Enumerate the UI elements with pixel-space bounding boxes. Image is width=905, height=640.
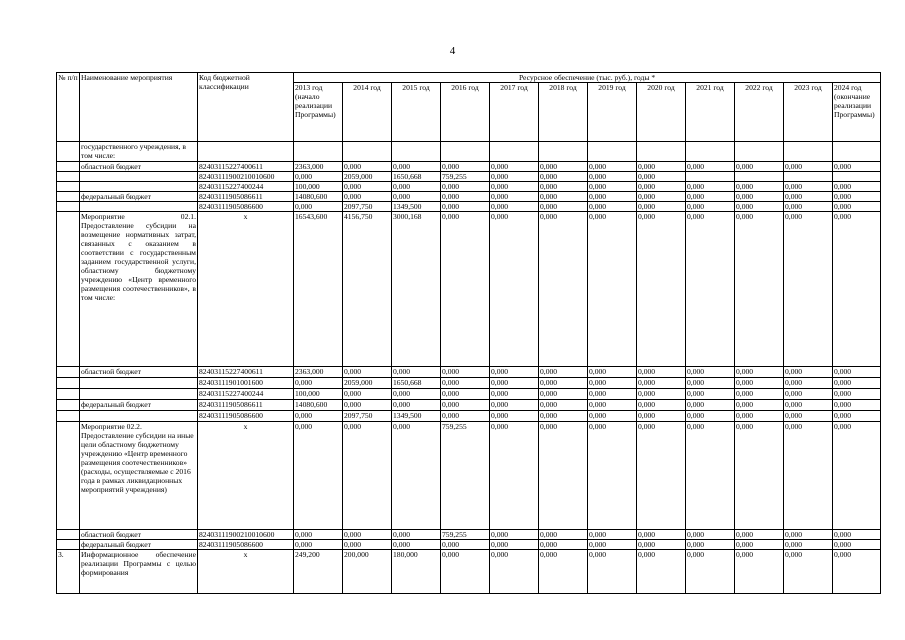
table-row <box>57 400 881 411</box>
budget-code-cell <box>198 142 294 162</box>
amount-cell: 0,000 <box>490 378 539 389</box>
amount-cell: 0,000 <box>686 378 735 389</box>
amount-cell: 0,000 <box>833 212 881 367</box>
measure-name-cell: областной бюджет <box>80 162 198 172</box>
row-number-cell <box>57 400 80 411</box>
amount-cell: 0,000 <box>637 162 686 172</box>
amount-cell: 0,000 <box>784 400 833 411</box>
amount-cell: 0,000 <box>735 389 784 400</box>
amount-cell: 0,000 <box>539 389 588 400</box>
table-row <box>57 389 881 400</box>
amount-cell: 0,000 <box>833 202 881 212</box>
amount-cell: 0,000 <box>490 367 539 378</box>
header-name: Наименование мероприятия <box>80 73 198 142</box>
row-number-cell <box>57 530 80 540</box>
amount-cell: 0,000 <box>637 202 686 212</box>
amount-cell: 0,000 <box>588 172 637 182</box>
amount-cell: 0,000 <box>735 202 784 212</box>
amount-cell <box>490 142 539 162</box>
budget-code-cell: 82403111905086600 <box>198 411 294 422</box>
amount-cell: 1349,500 <box>392 411 441 422</box>
amount-cell: 0,000 <box>686 202 735 212</box>
amount-cell: 0,000 <box>490 389 539 400</box>
header-year: 2018 год <box>539 83 588 142</box>
amount-cell: 0,000 <box>490 212 539 367</box>
amount-cell: 0,000 <box>686 540 735 550</box>
table-row <box>57 540 881 550</box>
amount-cell: 0,000 <box>490 400 539 411</box>
amount-cell: 0,000 <box>588 182 637 192</box>
amount-cell: 0,000 <box>392 530 441 540</box>
amount-cell: 2363,000 <box>294 367 343 378</box>
measure-name-cell <box>80 202 198 212</box>
amount-cell <box>833 142 881 162</box>
amount-cell: 0,000 <box>784 550 833 594</box>
amount-cell: 0,000 <box>343 367 392 378</box>
table-row <box>57 172 881 182</box>
amount-cell: 0,000 <box>686 422 735 530</box>
amount-cell: 0,000 <box>539 422 588 530</box>
row-number-cell <box>57 422 80 530</box>
amount-cell: 0,000 <box>637 367 686 378</box>
amount-cell: 0,000 <box>441 162 490 172</box>
amount-cell: 0,000 <box>539 540 588 550</box>
amount-cell: 2059,000 <box>343 172 392 182</box>
amount-cell: 0,000 <box>539 162 588 172</box>
amount-cell: 0,000 <box>588 400 637 411</box>
amount-cell <box>441 142 490 162</box>
amount-cell: 0,000 <box>686 400 735 411</box>
amount-cell: 0,000 <box>735 182 784 192</box>
amount-cell: 0,000 <box>637 172 686 182</box>
amount-cell: 0,000 <box>588 192 637 202</box>
measure-name-cell: Мероприятие 02.1. Предоставление субсидии на возмещение нормативных затрат, связанных с оказанием в соответствии с государственным заданием государственной услуги, областному бюджетному учреждению «Центр временного размещения соотечественников», в том числе: <box>80 212 198 367</box>
amount-cell: 0,000 <box>588 212 637 367</box>
amount-cell: 0,000 <box>784 192 833 202</box>
amount-cell: 0,000 <box>539 212 588 367</box>
amount-cell: 0,000 <box>392 192 441 202</box>
amount-cell: 2363,000 <box>294 162 343 172</box>
measure-name-cell: государственного учреждения, в том числе: <box>80 142 198 162</box>
amount-cell: 0,000 <box>833 400 881 411</box>
amount-cell: 0,000 <box>490 162 539 172</box>
row-number-cell <box>57 182 80 192</box>
amount-cell: 0,000 <box>343 540 392 550</box>
table-row <box>57 550 881 594</box>
amount-cell: 0,000 <box>294 172 343 182</box>
budget-table <box>56 72 881 594</box>
amount-cell: 100,000 <box>294 182 343 192</box>
amount-cell <box>686 142 735 162</box>
amount-cell: 0,000 <box>343 162 392 172</box>
amount-cell: 0,000 <box>735 422 784 530</box>
budget-code-cell: 82403111905086600 <box>198 540 294 550</box>
row-number-cell <box>57 540 80 550</box>
measure-name-cell: федеральный бюджет <box>80 540 198 550</box>
amount-cell: 0,000 <box>637 182 686 192</box>
row-number-cell <box>57 162 80 172</box>
amount-cell: 0,000 <box>588 411 637 422</box>
table-row <box>57 202 881 212</box>
amount-cell: 0,000 <box>343 530 392 540</box>
row-number-cell <box>57 389 80 400</box>
measure-name-cell <box>80 182 198 192</box>
amount-cell: 0,000 <box>294 411 343 422</box>
amount-cell: 2097,750 <box>343 411 392 422</box>
amount-cell <box>637 142 686 162</box>
amount-cell: 0,000 <box>441 400 490 411</box>
amount-cell: 0,000 <box>441 540 490 550</box>
budget-code-cell: 82403111900210010600 <box>198 172 294 182</box>
amount-cell: 0,000 <box>490 411 539 422</box>
amount-cell: 0,000 <box>343 389 392 400</box>
amount-cell <box>588 142 637 162</box>
amount-cell: 16543,600 <box>294 212 343 367</box>
amount-cell: 0,000 <box>490 530 539 540</box>
amount-cell: 1349,500 <box>392 202 441 212</box>
measure-name-cell: областной бюджет <box>80 367 198 378</box>
amount-cell: 0,000 <box>392 162 441 172</box>
header-year: 2013 год (начало реализации Программы) <box>294 83 343 142</box>
header-resource-group: Ресурсное обеспечение (тыс. руб.), годы * <box>294 73 881 83</box>
measure-name-cell: Мероприятие 02.2. Предоставление субсидии на иные цели областному бюджетному учреждению «Центр временного размещения соотечественников» (расходы, осуществляемые с 2016 года в рамках ликвидационных мероприятий учреждения) <box>80 422 198 530</box>
header-year: 2016 год <box>441 83 490 142</box>
amount-cell: 0,000 <box>637 212 686 367</box>
amount-cell: 0,000 <box>735 192 784 202</box>
amount-cell: 0,000 <box>833 389 881 400</box>
amount-cell: 0,000 <box>539 378 588 389</box>
amount-cell: 0,000 <box>588 550 637 594</box>
amount-cell <box>294 142 343 162</box>
table-row <box>57 212 881 367</box>
amount-cell: 0,000 <box>833 530 881 540</box>
amount-cell <box>735 172 784 182</box>
row-number-cell <box>57 411 80 422</box>
amount-cell: 0,000 <box>539 172 588 182</box>
row-number-cell <box>57 212 80 367</box>
amount-cell: 0,000 <box>539 202 588 212</box>
amount-cell: 0,000 <box>441 192 490 202</box>
amount-cell <box>784 142 833 162</box>
amount-cell: 0,000 <box>392 182 441 192</box>
header-year: 2019 год <box>588 83 637 142</box>
amount-cell: 0,000 <box>490 192 539 202</box>
amount-cell: 0,000 <box>588 378 637 389</box>
amount-cell: 0,000 <box>637 530 686 540</box>
page-number: 4 <box>449 45 456 57</box>
table-row <box>57 192 881 202</box>
header-code: Код бюджетной классификации <box>198 73 294 142</box>
amount-cell: 0,000 <box>784 411 833 422</box>
amount-cell: 0,000 <box>637 400 686 411</box>
amount-cell: 0,000 <box>490 172 539 182</box>
amount-cell: 0,000 <box>490 202 539 212</box>
amount-cell: 0,000 <box>735 378 784 389</box>
amount-cell: 0,000 <box>686 367 735 378</box>
amount-cell: 0,000 <box>294 422 343 530</box>
measure-name-cell <box>80 378 198 389</box>
row-number-cell <box>57 202 80 212</box>
amount-cell: 0,000 <box>833 192 881 202</box>
header-year: 2024 год (окончание реализации Программы) <box>833 83 881 142</box>
measure-name-cell: федеральный бюджет <box>80 400 198 411</box>
amount-cell: 0,000 <box>539 367 588 378</box>
amount-cell: 180,000 <box>392 550 441 594</box>
amount-cell: 2097,750 <box>343 202 392 212</box>
amount-cell: 4156,750 <box>343 212 392 367</box>
table-row <box>57 142 881 162</box>
budget-code-cell: х <box>198 422 294 530</box>
amount-cell: 0,000 <box>588 202 637 212</box>
header-year: 2023 год <box>784 83 833 142</box>
amount-cell: 0,000 <box>588 162 637 172</box>
amount-cell: 0,000 <box>784 540 833 550</box>
amount-cell: 0,000 <box>392 400 441 411</box>
table-row <box>57 378 881 389</box>
amount-cell <box>686 172 735 182</box>
header-year: 2014 год <box>343 83 392 142</box>
budget-code-cell: 82403111905086611 <box>198 192 294 202</box>
budget-code-cell: 82403111905086600 <box>198 202 294 212</box>
amount-cell: 0,000 <box>735 540 784 550</box>
amount-cell: 1650,668 <box>392 172 441 182</box>
amount-cell: 0,000 <box>490 540 539 550</box>
amount-cell: 0,000 <box>686 182 735 192</box>
amount-cell: 0,000 <box>490 422 539 530</box>
amount-cell: 0,000 <box>833 162 881 172</box>
amount-cell: 0,000 <box>637 550 686 594</box>
amount-cell: 0,000 <box>392 389 441 400</box>
amount-cell: 0,000 <box>637 378 686 389</box>
budget-code-cell: х <box>198 550 294 594</box>
row-number-cell: 3. <box>57 550 80 594</box>
table-row <box>57 530 881 540</box>
amount-cell: 0,000 <box>441 202 490 212</box>
amount-cell: 0,000 <box>539 550 588 594</box>
amount-cell: 0,000 <box>588 540 637 550</box>
amount-cell: 0,000 <box>637 192 686 202</box>
amount-cell: 0,000 <box>686 162 735 172</box>
budget-code-cell: 82403111905086611 <box>198 400 294 411</box>
amount-cell: 14080,600 <box>294 192 343 202</box>
measure-name-cell: федеральный бюджет <box>80 192 198 202</box>
amount-cell: 0,000 <box>441 389 490 400</box>
budget-code-cell: 82403115227400611 <box>198 367 294 378</box>
amount-cell: 0,000 <box>784 212 833 367</box>
table-row <box>57 162 881 172</box>
amount-cell: 0,000 <box>735 212 784 367</box>
amount-cell <box>784 172 833 182</box>
amount-cell: 0,000 <box>833 378 881 389</box>
amount-cell: 0,000 <box>343 422 392 530</box>
amount-cell <box>833 172 881 182</box>
amount-cell: 0,000 <box>784 367 833 378</box>
budget-code-cell: 82403115227400244 <box>198 389 294 400</box>
amount-cell: 2059,000 <box>343 378 392 389</box>
amount-cell: 0,000 <box>784 202 833 212</box>
amount-cell: 0,000 <box>441 182 490 192</box>
table-row <box>57 411 881 422</box>
amount-cell: 0,000 <box>833 411 881 422</box>
amount-cell: 0,000 <box>294 202 343 212</box>
amount-cell: 1650,668 <box>392 378 441 389</box>
row-number-cell <box>57 367 80 378</box>
budget-code-cell: 82403115227400244 <box>198 182 294 192</box>
row-number-cell <box>57 378 80 389</box>
amount-cell: 0,000 <box>392 367 441 378</box>
amount-cell: 0,000 <box>539 192 588 202</box>
amount-cell: 0,000 <box>735 162 784 172</box>
amount-cell: 0,000 <box>637 540 686 550</box>
amount-cell: 0,000 <box>784 162 833 172</box>
measure-name-cell: Информационное обеспечение реализации Программы с целью формирования <box>80 550 198 594</box>
amount-cell <box>392 142 441 162</box>
amount-cell: 0,000 <box>833 367 881 378</box>
header-year: 2020 год <box>637 83 686 142</box>
amount-cell: 0,000 <box>539 400 588 411</box>
amount-cell: 100,000 <box>294 389 343 400</box>
amount-cell: 0,000 <box>490 550 539 594</box>
amount-cell: 759,255 <box>441 172 490 182</box>
amount-cell: 0,000 <box>539 182 588 192</box>
amount-cell: 0,000 <box>588 389 637 400</box>
amount-cell: 0,000 <box>588 530 637 540</box>
amount-cell: 0,000 <box>588 422 637 530</box>
amount-cell: 0,000 <box>637 411 686 422</box>
amount-cell: 0,000 <box>784 389 833 400</box>
amount-cell: 0,000 <box>686 212 735 367</box>
measure-name-cell <box>80 389 198 400</box>
budget-code-cell: 82403115227400611 <box>198 162 294 172</box>
amount-cell <box>539 142 588 162</box>
amount-cell <box>343 142 392 162</box>
amount-cell: 0,000 <box>294 530 343 540</box>
header-year: 2015 год <box>392 83 441 142</box>
amount-cell <box>735 142 784 162</box>
header-year: 2017 год <box>490 83 539 142</box>
header-number: № п/п <box>57 73 80 142</box>
amount-cell: 0,000 <box>343 182 392 192</box>
row-number-cell <box>57 142 80 162</box>
amount-cell: 0,000 <box>490 182 539 192</box>
amount-cell: 0,000 <box>294 378 343 389</box>
amount-cell: 0,000 <box>833 550 881 594</box>
header-year: 2022 год <box>735 83 784 142</box>
amount-cell: 0,000 <box>833 182 881 192</box>
amount-cell: 0,000 <box>539 530 588 540</box>
amount-cell: 0,000 <box>784 378 833 389</box>
budget-code-cell: х <box>198 212 294 367</box>
amount-cell: 0,000 <box>735 550 784 594</box>
amount-cell: 0,000 <box>686 192 735 202</box>
amount-cell: 759,255 <box>441 422 490 530</box>
amount-cell: 0,000 <box>686 411 735 422</box>
amount-cell: 0,000 <box>392 540 441 550</box>
amount-cell: 0,000 <box>637 422 686 530</box>
amount-cell: 0,000 <box>735 367 784 378</box>
amount-cell: 0,000 <box>686 530 735 540</box>
amount-cell: 0,000 <box>784 530 833 540</box>
amount-cell: 0,000 <box>686 550 735 594</box>
amount-cell: 0,000 <box>441 378 490 389</box>
amount-cell: 3000,168 <box>392 212 441 367</box>
table-row <box>57 422 881 530</box>
header-year: 2021 год <box>686 83 735 142</box>
amount-cell: 0,000 <box>784 422 833 530</box>
measure-name-cell <box>80 411 198 422</box>
amount-cell: 0,000 <box>735 411 784 422</box>
row-number-cell <box>57 192 80 202</box>
amount-cell: 0,000 <box>441 367 490 378</box>
amount-cell: 0,000 <box>294 540 343 550</box>
amount-cell: 0,000 <box>686 389 735 400</box>
table-row <box>57 367 881 378</box>
amount-cell: 0,000 <box>343 192 392 202</box>
amount-cell: 200,000 <box>343 550 392 594</box>
table-row <box>57 182 881 192</box>
amount-cell: 0,000 <box>735 400 784 411</box>
measure-name-cell <box>80 172 198 182</box>
amount-cell: 759,255 <box>441 530 490 540</box>
amount-cell: 0,000 <box>539 411 588 422</box>
amount-cell: 0,000 <box>441 212 490 367</box>
amount-cell: 0,000 <box>343 400 392 411</box>
measure-name-cell: областной бюджет <box>80 530 198 540</box>
amount-cell: 249,200 <box>294 550 343 594</box>
amount-cell: 0,000 <box>833 540 881 550</box>
amount-cell: 0,000 <box>735 530 784 540</box>
budget-code-cell: 82403111901001600 <box>198 378 294 389</box>
amount-cell: 0,000 <box>784 182 833 192</box>
amount-cell: 14080,600 <box>294 400 343 411</box>
budget-code-cell: 82403111900210010600 <box>198 530 294 540</box>
amount-cell: 0,000 <box>441 550 490 594</box>
amount-cell: 0,000 <box>392 422 441 530</box>
row-number-cell <box>57 172 80 182</box>
amount-cell: 0,000 <box>441 411 490 422</box>
amount-cell: 0,000 <box>833 422 881 530</box>
amount-cell: 0,000 <box>588 367 637 378</box>
amount-cell: 0,000 <box>637 389 686 400</box>
